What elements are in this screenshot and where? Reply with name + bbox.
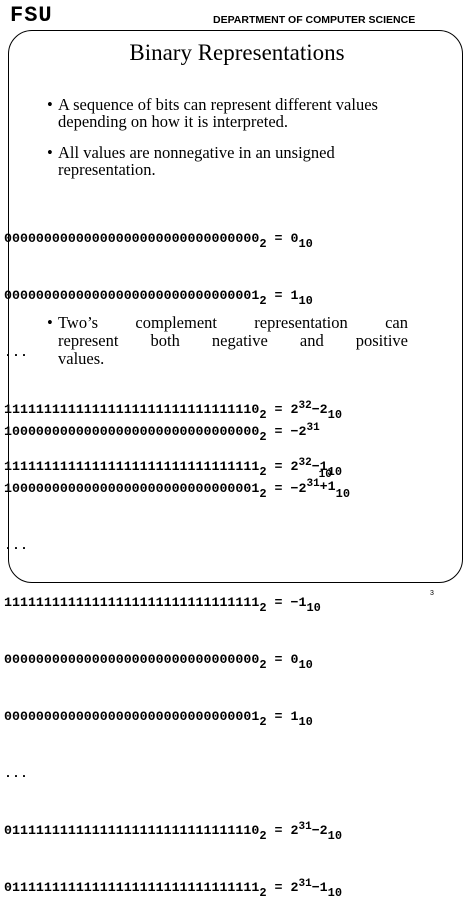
department-name: DEPARTMENT OF COMPUTER SCIENCE xyxy=(213,14,416,26)
base-subscript: 2 xyxy=(259,487,267,501)
code-row: $00000000000000000000000000000000_2 = 010$ xyxy=(4,652,313,672)
value-rest: −2 xyxy=(311,402,328,417)
value-subscript: 10 xyxy=(306,601,321,615)
base-subscript: 2 xyxy=(259,430,267,444)
bit-string: 00000000000000000000000000000000 xyxy=(4,652,260,667)
bullet-dot: • xyxy=(47,95,53,114)
slide-title: Binary Representations xyxy=(129,40,345,65)
value-rest: −2 xyxy=(311,823,328,838)
value-subscript: 10 xyxy=(327,408,343,422)
value-subscript: 10 xyxy=(327,886,343,900)
base-subscript: 2 xyxy=(259,886,267,900)
value-subscript: 10 xyxy=(298,294,313,308)
bit-string: 11111111111111111111111111111110 xyxy=(4,402,260,417)
bit-string: 01111111111111111111111111111111 xyxy=(4,880,260,895)
base-subscript: 2 xyxy=(259,408,267,422)
row-value: 1 xyxy=(290,288,299,303)
fsu-logo: FSU xyxy=(10,3,53,28)
value-subscript: 10 xyxy=(327,829,343,843)
base-subscript: 2 xyxy=(259,465,267,479)
page-number: 3 xyxy=(430,590,434,597)
bullet-dot: • xyxy=(47,143,53,162)
base-subscript: 2 xyxy=(259,829,267,843)
bullet-2 xyxy=(47,143,408,179)
code-row: $10000000000000000000000000000001_2 = -2^{31}$ 10 +110 xyxy=(4,479,350,498)
row-value: 0 xyxy=(290,231,299,246)
value-subscript: 10 xyxy=(298,658,313,672)
row-value: 1 xyxy=(290,709,299,724)
row-value: −1 xyxy=(290,595,307,610)
row-value: 2 xyxy=(290,823,299,838)
code-row: $00000000000000000000000000000001_2 = 110$ xyxy=(4,288,313,308)
value-exponent: 31 xyxy=(298,878,312,890)
exponent-subscript: 10 xyxy=(318,469,332,481)
code-row: $11111111111111111111111111111110_2 = 2^{32}-210$ xyxy=(4,400,343,422)
value-subscript: 10 xyxy=(327,465,343,479)
code-row: $11111111111111111111111111111111_2 = 2^{32}-110$ xyxy=(4,457,343,479)
bit-string: 11111111111111111111111111111111 xyxy=(4,595,260,610)
bit-string: 11111111111111111111111111111111 xyxy=(4,459,260,474)
value-rest: +1 xyxy=(319,479,336,494)
row-value: −2 xyxy=(290,481,307,496)
value-exponent: 31 xyxy=(298,821,312,833)
bit-string: 10000000000000000000000000000001 xyxy=(4,481,260,496)
bit-string: 10000000000000000000000000000000 xyxy=(4,424,260,439)
code-ellipsis: ... xyxy=(4,766,28,781)
code-row: $00000000000000000000000000000001_2 = 110$ xyxy=(4,709,313,729)
row-value: 2 xyxy=(290,880,299,895)
bullet-1 xyxy=(47,95,408,131)
bullet-3-line-2: represent both negative and positive xyxy=(58,331,408,350)
base-subscript: 2 xyxy=(259,658,267,672)
code-ellipsis: ... xyxy=(4,538,28,553)
row-value: −2 xyxy=(290,424,307,439)
base-subscript: 2 xyxy=(259,601,267,615)
bit-string: 00000000000000000000000000000001 xyxy=(4,709,260,724)
value-exponent: 31 xyxy=(306,422,320,434)
bullet-3 xyxy=(47,313,408,368)
value-exponent: 31 xyxy=(306,478,320,490)
value-subscript: 10 xyxy=(298,715,313,729)
row-value: 0 xyxy=(290,652,299,667)
code-row: $11111111111111111111111111111111_2 = -110$ xyxy=(4,595,321,615)
code-row: $00000000000000000000000000000000_2 = 010$ xyxy=(4,231,313,251)
row-value: 2 xyxy=(290,459,299,474)
twos-complement-code-block xyxy=(4,384,350,916)
value-rest: −1 xyxy=(311,459,328,474)
bullet-1-text: A sequence of bits can represent different values depending on how it is interpreted. xyxy=(58,95,378,131)
value-subscript: 10 xyxy=(298,237,313,251)
bullet-dot: • xyxy=(47,313,53,332)
bit-string: 01111111111111111111111111111110 xyxy=(4,823,260,838)
code-ellipsis: ... xyxy=(4,345,28,360)
bullet-2-text: All values are nonnegative in an unsigned representation. xyxy=(58,143,335,179)
bullet-3-line-3: values. xyxy=(58,349,105,368)
value-rest: −1 xyxy=(311,880,328,895)
row-value: 2 xyxy=(290,402,299,417)
bit-string: 00000000000000000000000000000001 xyxy=(4,288,260,303)
value-exponent: 32 xyxy=(298,457,312,469)
value-subscript: 10 xyxy=(335,487,351,501)
code-row: $01111111111111111111111111111110_2 = 2^{31}-210$ xyxy=(4,821,343,843)
code-row: $01111111111111111111111111111111_2 = 2^{31}-110$ xyxy=(4,878,343,900)
bit-string: 00000000000000000000000000000000 xyxy=(4,231,260,246)
bullet-3-line-1: Two’s complement representation can xyxy=(58,313,408,332)
base-subscript: 2 xyxy=(259,294,267,308)
base-subscript: 2 xyxy=(259,715,267,729)
value-exponent: 32 xyxy=(298,400,312,412)
base-subscript: 2 xyxy=(259,237,267,251)
code-row: $10000000000000000000000000000000_2 = -2^{31}$ xyxy=(4,422,320,444)
